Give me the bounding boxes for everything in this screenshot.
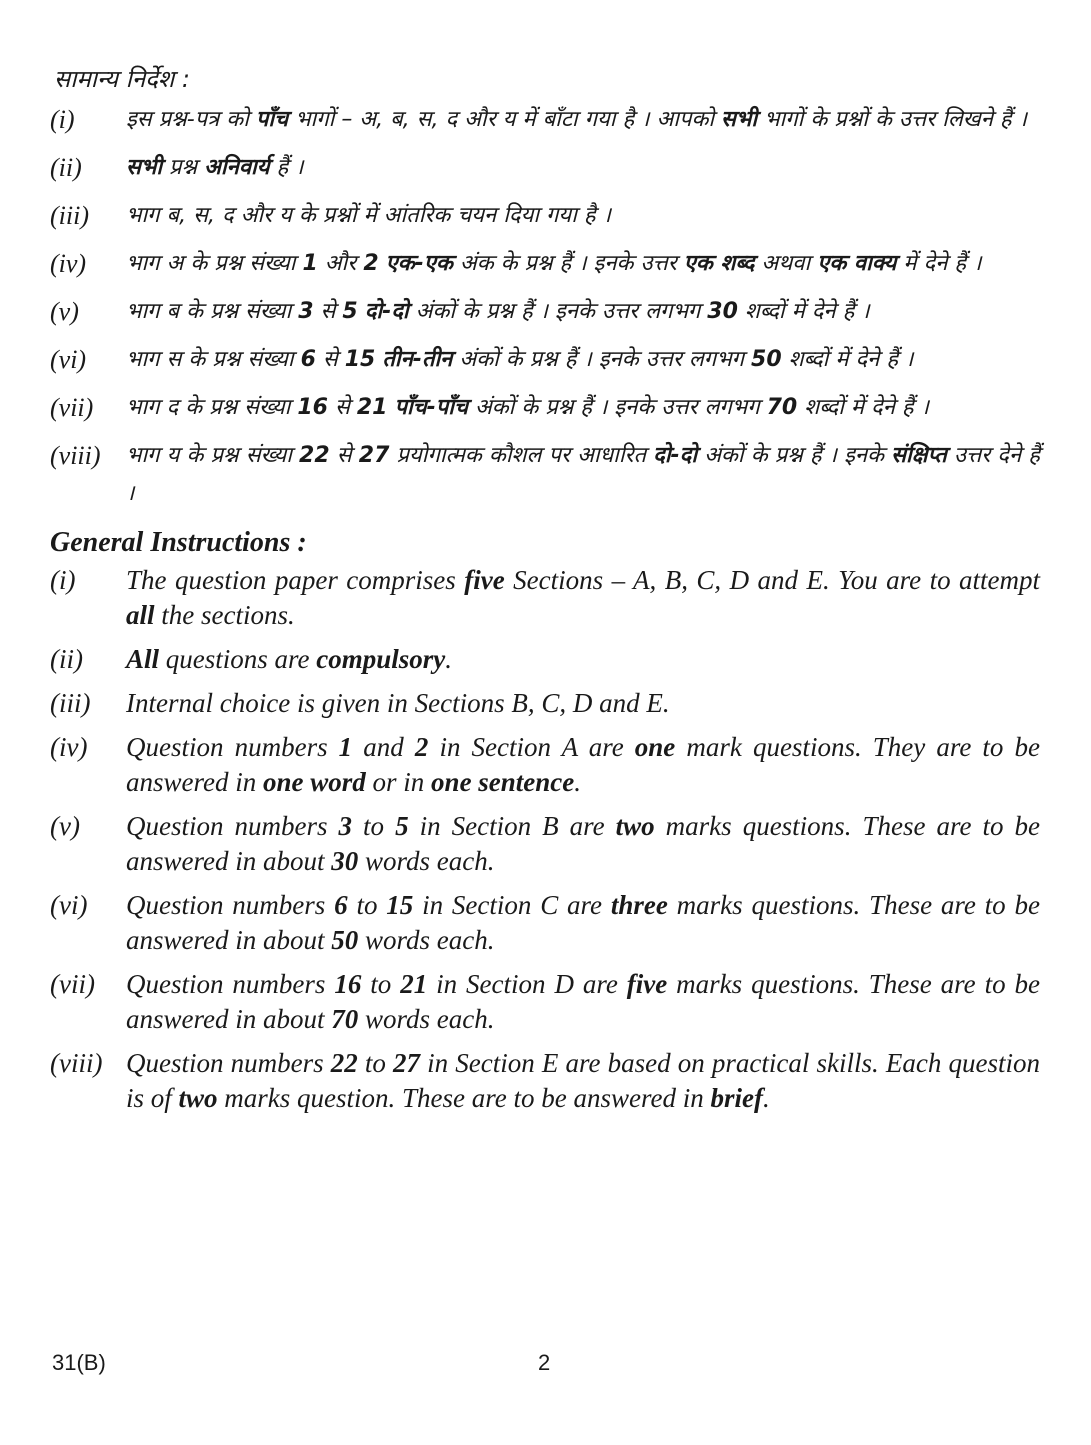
text-run: marks question. These are to be answered in — [217, 1083, 711, 1113]
instruction-item — [50, 149, 1040, 187]
instruction-number: (ii) — [50, 153, 82, 182]
text-run: भाग अ के प्रश्न संख्या — [126, 251, 303, 276]
text-run: in Section B are — [408, 811, 616, 841]
text-run: अथवा — [754, 251, 818, 276]
text-run: प्रश्न — [162, 155, 205, 180]
text-run: हैं । — [269, 155, 304, 180]
instruction-number: (viii) — [50, 1048, 103, 1078]
emphasis-text: 50 — [751, 347, 782, 372]
instruction-number: (vii) — [50, 969, 95, 999]
instruction-item — [50, 101, 1040, 139]
instruction-item — [50, 809, 1040, 879]
instruction-number: (vii) — [50, 393, 94, 422]
instruction-number: (iv) — [50, 249, 87, 278]
text-run: words each. — [358, 925, 495, 955]
emphasis-text: one sentence — [431, 767, 575, 797]
instruction-item — [50, 967, 1040, 1037]
emphasis-text: 27 — [358, 443, 390, 468]
general-instructions-heading: General Instructions : — [50, 527, 307, 558]
text-run: to — [361, 969, 401, 999]
text-run: . — [445, 644, 453, 674]
emphasis-text: 3 — [338, 811, 353, 841]
instruction-number: (ii) — [50, 644, 83, 674]
instruction-text — [126, 341, 1040, 379]
text-run: और — [317, 251, 364, 276]
instruction-text — [126, 437, 1040, 513]
instruction-text — [126, 245, 1040, 283]
instruction-number: (vi) — [50, 345, 87, 374]
text-run: अंकों के प्रश्न हैं । इनके — [697, 443, 892, 468]
text-run: भाग ब, स, द और य के प्रश्नों में आंतरिक चयन दिया गया है । — [126, 203, 611, 228]
emphasis-text: दो-दो — [364, 299, 409, 324]
instruction-item — [50, 730, 1040, 800]
instruction-text — [126, 888, 1040, 958]
emphasis-text: संक्षिप्त — [891, 443, 947, 468]
text-run: से — [313, 299, 343, 324]
instruction-text — [126, 293, 1040, 331]
text-run: से — [329, 443, 359, 468]
instruction-text — [126, 563, 1040, 633]
text-run: उत्तर देने हैं । — [126, 443, 1040, 506]
text-run: भाग द के प्रश्न संख्या — [126, 395, 298, 420]
instruction-item — [50, 563, 1040, 633]
text-run: marks questions. These are to be answered in about — [126, 811, 1040, 876]
emphasis-text: two — [615, 811, 655, 841]
instruction-number: (v) — [50, 811, 80, 841]
emphasis-text: सभी — [126, 155, 163, 180]
text-run: words each. — [358, 1004, 495, 1034]
text-run: to — [357, 1048, 394, 1078]
emphasis-text: 6 — [334, 890, 348, 920]
text-run: से — [328, 395, 357, 420]
text-run: in Section C are — [413, 890, 611, 920]
instruction-number: (iii) — [50, 688, 91, 718]
text-run: अंकों के प्रश्न हैं । इनके उत्तर लगभग — [408, 299, 708, 324]
emphasis-text: five — [626, 969, 668, 999]
instruction-text — [126, 1046, 1040, 1116]
text-run: Internal choice is given in Sections B, C, D and E. — [126, 688, 670, 718]
instruction-item — [50, 437, 1040, 513]
instruction-item — [50, 888, 1040, 958]
emphasis-text: 70 — [766, 395, 798, 420]
instruction-number: (i) — [50, 105, 75, 134]
emphasis-text: five — [464, 565, 505, 595]
emphasis-text: 6 — [300, 347, 316, 372]
text-run: इस प्रश्न-पत्र को — [126, 107, 256, 132]
text-run — [379, 251, 386, 276]
instructions-page — [50, 52, 1040, 1125]
text-run: to — [347, 890, 387, 920]
text-run: Question numbers — [126, 969, 335, 999]
emphasis-text: अनिवार्य — [204, 155, 270, 180]
text-run: questions are — [159, 644, 317, 674]
text-run: भाग स के प्रश्न संख्या — [126, 347, 301, 372]
instruction-item — [50, 341, 1040, 379]
emphasis-text: 5 — [395, 811, 409, 841]
text-run: marks questions. These are to be answered in about — [126, 890, 1040, 955]
text-run: शब्दों में देने हैं । — [737, 299, 870, 324]
instruction-text — [126, 730, 1040, 800]
hindi-instructions-heading: सामान्य निर्देश : — [54, 65, 190, 93]
emphasis-text: one word — [263, 767, 366, 797]
emphasis-text: सभी — [721, 107, 758, 132]
text-run: and — [352, 732, 415, 762]
instruction-number: (v) — [50, 297, 79, 326]
text-run: अंकों के प्रश्न हैं । इनके उत्तर लगभग — [452, 347, 752, 372]
text-run: in Section A are — [428, 732, 635, 762]
general-instructions-list — [50, 563, 1040, 1116]
text-run: in Section E are based on practical skills. Each question is of — [126, 1048, 1040, 1113]
instruction-item — [50, 1046, 1040, 1116]
text-run: Question numbers — [126, 890, 335, 920]
paper-code: 31(B) — [52, 1350, 106, 1375]
text-run: में देने हैं । — [896, 251, 982, 276]
text-run: Question numbers — [126, 1048, 331, 1078]
emphasis-text: 30 — [331, 846, 359, 876]
emphasis-text: 3 — [298, 299, 314, 324]
text-run: से — [315, 347, 345, 372]
instruction-text — [126, 967, 1040, 1037]
text-run: शब्दों में देने हैं । — [781, 347, 914, 372]
emphasis-text: 30 — [707, 299, 738, 324]
instruction-number: (vi) — [50, 890, 88, 920]
text-run: भाग ब के प्रश्न संख्या — [126, 299, 299, 324]
emphasis-text: 16 — [297, 395, 328, 420]
text-run: Question numbers — [126, 811, 339, 841]
emphasis-text: 1 — [338, 732, 353, 762]
emphasis-text: 22 — [299, 443, 330, 468]
text-run: भागों – अ, ब, स, द और य में बाँटा गया है । आपको — [288, 107, 722, 132]
text-run: or in — [365, 767, 432, 797]
instruction-item — [50, 245, 1040, 283]
emphasis-text: पाँच-पाँच — [394, 395, 468, 420]
emphasis-text: compulsory — [316, 644, 446, 674]
page-number: 2 — [538, 1350, 551, 1375]
text-run: भाग य के प्रश्न संख्या — [126, 443, 300, 468]
emphasis-text: three — [610, 890, 668, 920]
hindi-instructions-list — [50, 101, 1040, 513]
text-run: The question paper comprises — [126, 565, 465, 595]
emphasis-text: All — [126, 644, 160, 674]
text-run: शब्दों में देने हैं । — [797, 395, 929, 420]
text-run: अंक के प्रश्न हैं । इनके उत्तर — [452, 251, 684, 276]
instruction-text — [126, 197, 1040, 235]
text-run: marks questions. These are to be answered in about — [126, 969, 1040, 1034]
emphasis-text: 21 — [356, 395, 388, 420]
emphasis-text: 70 — [331, 1004, 359, 1034]
text-run: words each. — [358, 846, 495, 876]
emphasis-text: all — [126, 600, 155, 630]
instruction-text — [126, 101, 1040, 139]
emphasis-text: पाँच — [255, 107, 289, 132]
instruction-number: (iv) — [50, 732, 88, 762]
instruction-item — [50, 389, 1040, 427]
instruction-text — [126, 149, 1040, 187]
text-run — [358, 299, 365, 324]
instruction-text — [126, 686, 1040, 721]
instruction-item — [50, 293, 1040, 331]
instruction-item — [50, 642, 1040, 677]
text-run: भागों के प्रश्नों के उत्तर लिखने हैं । — [757, 107, 1027, 132]
text-run: . — [762, 1083, 770, 1113]
instruction-item — [50, 686, 1040, 721]
emphasis-text: दो-दो — [653, 443, 698, 468]
text-run: to — [352, 811, 396, 841]
instruction-text — [126, 809, 1040, 879]
emphasis-text: 2 — [414, 732, 429, 762]
emphasis-text: 1 — [302, 251, 318, 276]
emphasis-text: 15 — [344, 347, 376, 372]
text-run: Question numbers — [126, 732, 339, 762]
emphasis-text: 22 — [330, 1048, 358, 1078]
emphasis-text: एक शब्द — [683, 251, 755, 276]
emphasis-text: 27 — [393, 1048, 421, 1078]
emphasis-text: one — [634, 732, 676, 762]
emphasis-text: 5 — [342, 299, 358, 324]
emphasis-text: 16 — [334, 969, 362, 999]
text-run: in Section D are — [427, 969, 627, 999]
text-run: Sections – A, B, C, D and E. You are to attempt — [504, 565, 1040, 595]
instruction-number: (iii) — [50, 201, 89, 230]
text-run: the sections. — [154, 600, 295, 630]
emphasis-text: 50 — [331, 925, 359, 955]
instruction-text — [126, 642, 1040, 677]
instruction-text — [126, 389, 1040, 427]
text-run: प्रयोगात्मक कौशल पर आधारित — [389, 443, 654, 468]
emphasis-text: 2 — [363, 251, 379, 276]
text-run: . — [574, 767, 582, 797]
emphasis-text: brief — [710, 1083, 763, 1113]
instruction-number: (viii) — [50, 441, 101, 470]
emphasis-text: 15 — [386, 890, 414, 920]
emphasis-text: तीन-तीन — [382, 347, 453, 372]
instruction-item — [50, 197, 1040, 235]
emphasis-text: 21 — [400, 969, 428, 999]
instruction-number: (i) — [50, 565, 76, 595]
emphasis-text: एक वाक्य — [817, 251, 897, 276]
emphasis-text: एक-एक — [385, 251, 453, 276]
text-run: अंकों के प्रश्न हैं । इनके उत्तर लगभग — [467, 395, 767, 420]
text-run: mark questions. They are to be answered in — [126, 732, 1041, 797]
emphasis-text: two — [178, 1083, 218, 1113]
